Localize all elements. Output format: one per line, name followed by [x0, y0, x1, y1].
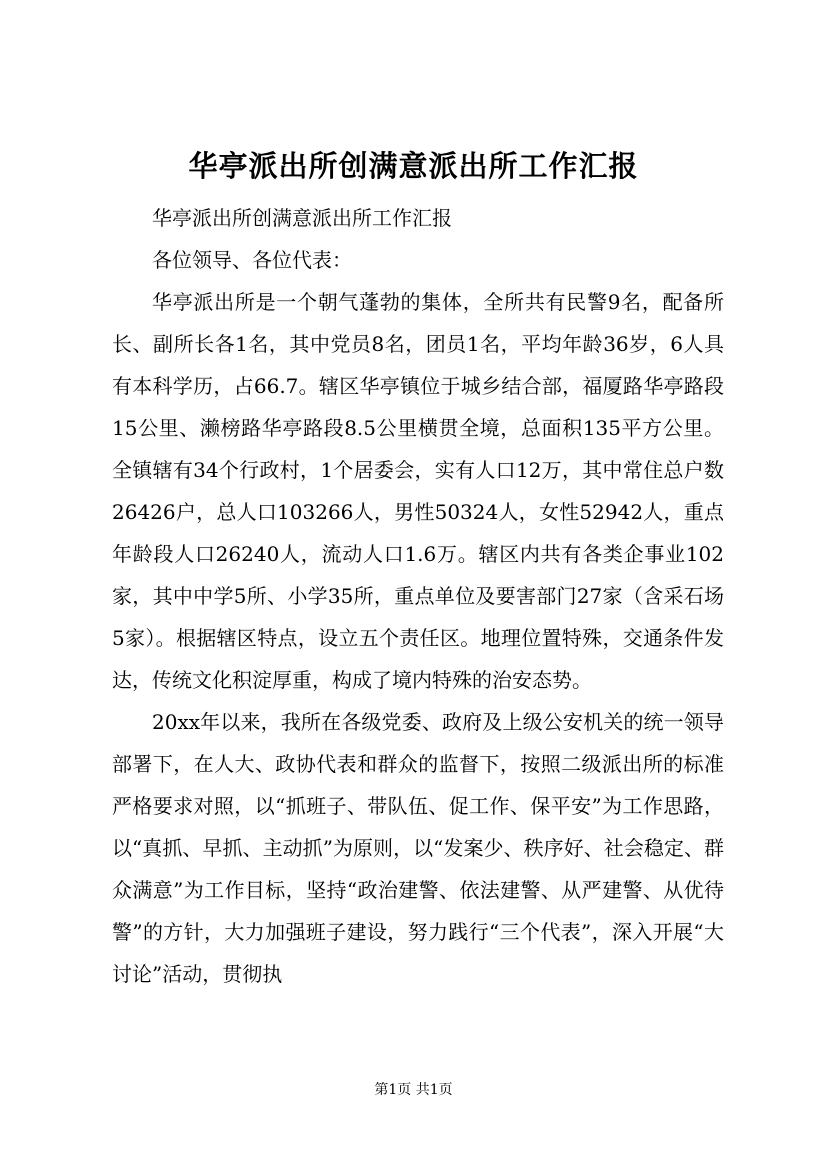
- document-title: 华亭派出所创满意派出所工作汇报: [188, 149, 639, 183]
- paragraph-overview: 华亭派出所是一个朝气蓬勃的集体，全所共有民警9名，配备所长、副所长各1名，其中党员8名，团员1名，平均年龄36岁，6人具有本科学历，占66.7。辖区华亭镇位于城乡结合部，福厦路华亭路段15公里、濑榜路华亭路段8.5公里横贯全境，总面积135平方公里。全镇辖有34个行政村，1个居委会，实有人口12万，其中常住总户数26426户，总人口103266人，男性50324人，女性52942人，重点年龄段人口26240人，流动人口1.6万。辖区内共有各类企事业102家，其中中学5所、小学35所，重点单位及要害部门27家（含采石场5家）。根据辖区特点，设立五个责任区。地理位置特殊，交通条件发达，传统文化积淀厚重，构成了境内特殊的治安态势。: [112, 290, 724, 692]
- paragraph-work-summary: 20xx年以来，我所在各级党委、政府及上级公安机关的统一领导部署下，在人大、政协代表和群众的监督下，按照二级派出所的标准严格要求对照，以“抓班子、带队伍、促工作、保平安”为工作思路，以“真抓、早抓、主动抓”为原则，以“发案少、秩序好、社会稳定、群众满意”为工作目标，坚持“政治建警、依法建警、从严建警、从优待警”的方针，大力加强班子建设，努力践行“三个代表”，深入开展“大讨论”活动，贯彻执: [112, 710, 724, 986]
- paragraph-salutation: 各位领导、各位代表：: [152, 248, 352, 272]
- page-footer: 第1页 共1页: [374, 1082, 453, 1098]
- paragraph-subtitle: 华亭派出所创满意派出所工作汇报: [152, 206, 452, 230]
- document-body: [112, 197, 724, 995]
